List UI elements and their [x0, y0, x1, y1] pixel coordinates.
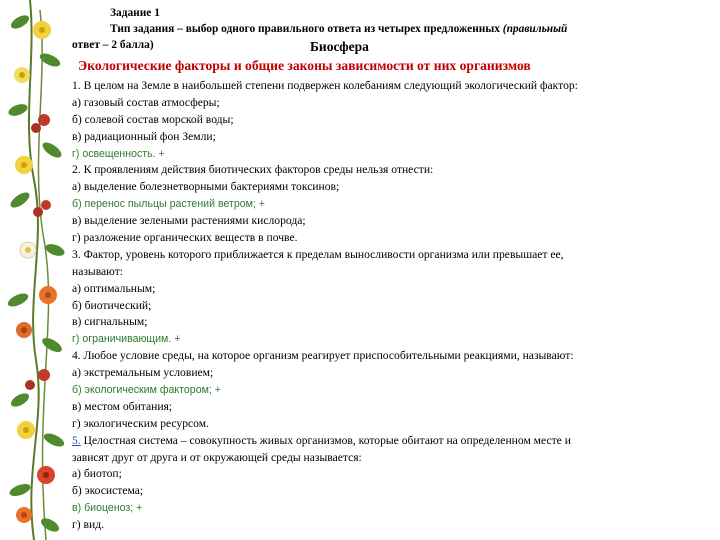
line-text: 3. Фактор, уровень которого приближается к пределам выносливости организма или превышает ее,	[72, 247, 564, 261]
line-text: в) радиационный фон Земли;	[72, 129, 216, 143]
line-text: называют:	[72, 264, 123, 278]
question-line	[72, 247, 578, 264]
line-text: г) экологическим ресурсом.	[72, 416, 209, 430]
task-number: Задание 1	[110, 7, 160, 19]
question-number-link[interactable]: 5.	[72, 433, 81, 447]
question-line	[72, 314, 578, 331]
question-line	[72, 95, 578, 112]
line-text: Целостная система – совокупность живых организмов, которые обитают на определенном месте и	[80, 433, 571, 447]
question-line	[72, 264, 578, 281]
question-line	[72, 230, 578, 247]
line-text: г) ограничивающим. +	[72, 333, 181, 346]
line-text: б) биотический;	[72, 298, 152, 312]
line-text: 2. К проявлениям действия биотических факторов среды нельзя отнести:	[72, 163, 434, 177]
line-text: б) экосистема;	[72, 484, 144, 498]
score-note-open: (правильный	[502, 23, 568, 35]
question-line	[72, 213, 578, 230]
document-page	[72, 0, 718, 540]
correct-answer-line	[72, 331, 578, 348]
line-text: 4. Любое условие среды, на которое организм реагирует приспособительными реакциями, называют:	[72, 349, 574, 363]
question-line	[72, 433, 578, 450]
floral-border-illustration	[0, 0, 72, 540]
correct-answer-line	[72, 196, 578, 213]
question-line	[72, 365, 578, 382]
task-type-line	[110, 22, 567, 37]
score-note-close: ответ – 2 балла)	[72, 39, 154, 51]
correct-answer-line	[72, 146, 578, 163]
line-text: а) газовый состав атмосферы;	[72, 95, 220, 109]
line-text: в) местом обитания;	[72, 399, 173, 413]
question-line	[72, 450, 578, 467]
question-line	[72, 298, 578, 315]
correct-answer-line	[72, 382, 578, 399]
question-line	[72, 129, 578, 146]
line-text: г) вид.	[72, 518, 104, 532]
line-text: б) солевой состав морской воды;	[72, 112, 234, 126]
line-text: а) выделение болезнетворными бактериями токсинов;	[72, 180, 340, 194]
question-line	[72, 112, 578, 129]
question-list	[72, 78, 578, 534]
line-text: 1. В целом на Земле в наибольшей степени подвержен колебаниям следующий экологический фактор:	[72, 79, 578, 92]
line-text: в) биоценоз; +	[72, 502, 143, 515]
subject-title: Биосфера	[310, 39, 369, 54]
line-text: б) экологическим фактором; +	[72, 384, 221, 397]
question-line	[72, 78, 578, 95]
line-text: а) биотоп;	[72, 467, 122, 481]
line-text: а) экстремальным условием;	[72, 366, 214, 380]
correct-answer-line	[72, 500, 578, 517]
question-line	[72, 416, 578, 433]
question-line	[72, 348, 578, 365]
line-text: г) освещенность. +	[72, 147, 165, 160]
topic-heading: Экологические факторы и общие законы зависимости от них организмов	[78, 58, 531, 73]
line-text: зависят друг от друга и от окружающей среды называется:	[72, 450, 362, 464]
line-text: в) сигнальным;	[72, 315, 148, 329]
line-text: в) выделение зелеными растениями кислорода;	[72, 214, 306, 228]
question-line	[72, 466, 578, 483]
task-type-text: Тип задания – выбор одного правильного ответа из четырех предложенных	[110, 23, 500, 35]
line-text: а) оптимальным;	[72, 281, 156, 295]
question-line	[72, 483, 578, 500]
question-line	[72, 162, 578, 179]
question-line	[72, 281, 578, 298]
line-text: б) перенос пыльцы растений ветром; +	[72, 198, 265, 211]
line-text: г) разложение органических веществ в почве.	[72, 231, 298, 245]
question-line	[72, 179, 578, 196]
question-line	[72, 399, 578, 416]
question-line	[72, 517, 578, 534]
